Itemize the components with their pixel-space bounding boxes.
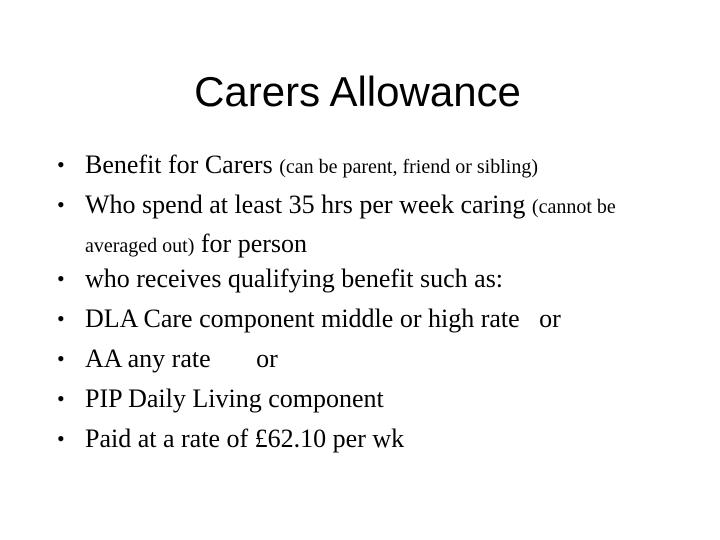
bullet-icon: • [57,346,65,371]
bullet-item-hours-caring [57,185,707,259]
bullet-icon: • [57,152,65,177]
bullet-text: DLA Care component middle or high rate or [85,304,561,333]
bullet-icon: • [57,306,65,331]
bullet-note: (can be parent, friend or sibling) [279,156,538,178]
bullet-text: who receives qualifying benefit such as: [85,264,504,293]
bullet-icon: • [57,192,65,217]
bullet-item-qualifying-benefit [57,259,707,299]
bullet-text: Who spend at least 35 hrs per week caring [85,190,532,219]
bullet-text: AA any rate or [85,344,278,373]
bullet-item-pip-daily-living [57,379,707,419]
bullet-item-dla-care [57,299,707,339]
bullet-text: Paid at a rate of £62.10 per wk [85,424,405,453]
bullet-item-aa-any-rate [57,339,707,379]
slide-title: Carers Allowance [194,68,521,115]
bullet-note-continued: averaged out) [85,235,195,257]
bullet-text-continued: for person [194,229,308,258]
bullet-text: PIP Daily Living component [85,384,384,413]
bullet-icon: • [57,386,65,411]
bullet-text: Benefit for Carers [85,150,280,179]
bullet-icon: • [57,426,65,451]
bullet-list [57,145,707,459]
bullet-note: (cannot be [531,196,616,218]
bullet-item-rate-paid [57,419,707,459]
bullet-item-benefit-for-carers [57,145,707,185]
bullet-icon: • [57,266,65,291]
